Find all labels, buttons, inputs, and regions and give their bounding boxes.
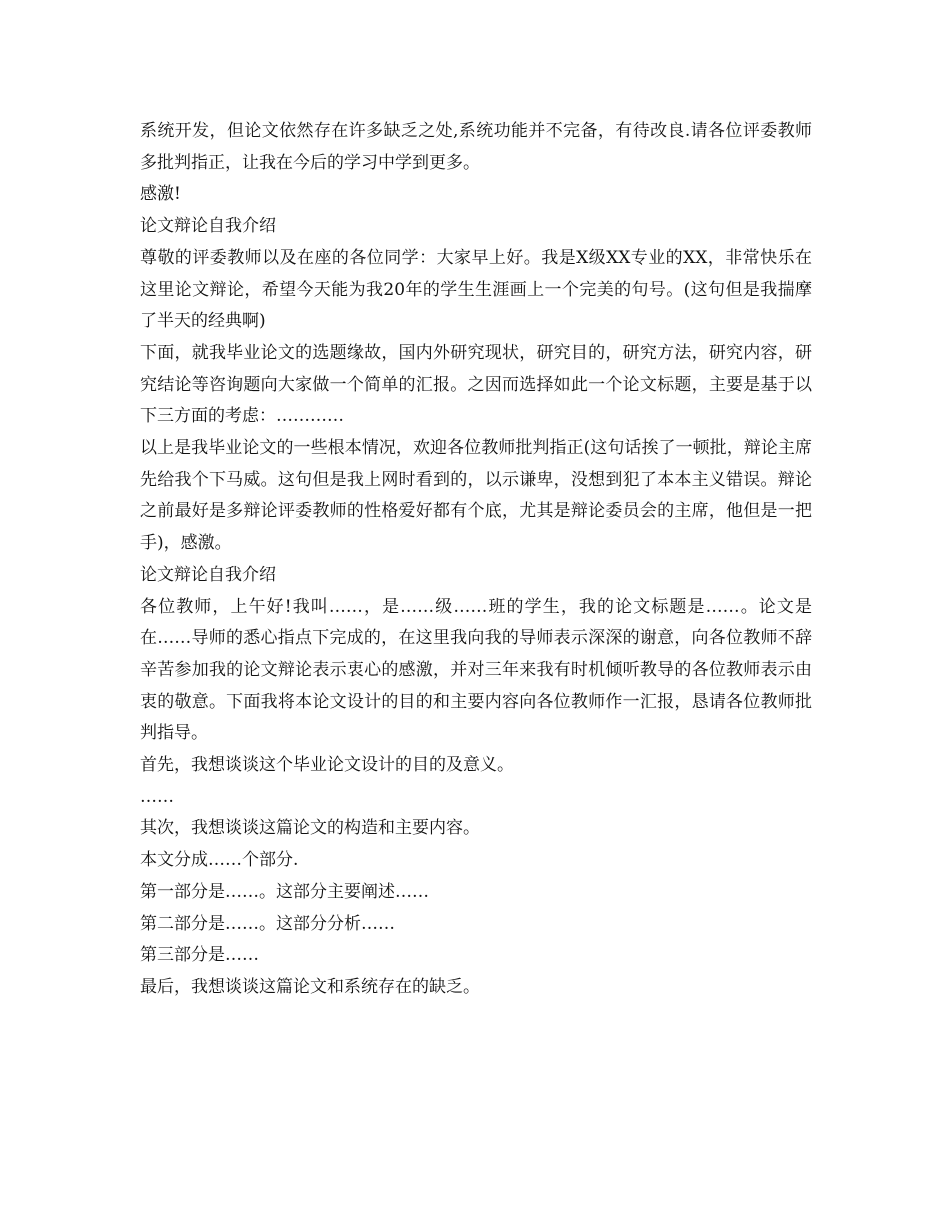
paragraph-parts-count: 本文分成……个部分. [140, 850, 299, 871]
paragraph-intro-continuation: 系统开发，但论文依然存在许多缺乏之处,系统功能并不完备，有待改良.请各位评委教师多批判指正，让我在今后的学习中学到更多。 [140, 121, 812, 173]
document-body [140, 116, 812, 1004]
paragraph-purpose: 首先，我想谈谈这个毕业论文设计的目的及意义。 [140, 755, 514, 776]
paragraph-closing-remarks: 以上是我毕业论文的一些根本情况，欢迎各位教师批判指正(这句话挨了一顿批，辩论主席先给我个下马威。这句但是我上网时看到的，以示谦卑，没想到犯了本本主义错误。辩论之前最好是多辩论评委教师的性格爱好都有个底，尤其是辩论委员会的主席，他但是一把手)，感激。 [140, 438, 812, 554]
paragraph-part-two: 第二部分是……。这部分分析…… [140, 913, 395, 934]
paragraph-thanks: 感激! [140, 184, 181, 205]
paragraph-ellipsis: …… [140, 786, 174, 807]
section-heading-self-intro-2: 论文辩论自我介绍 [140, 564, 276, 585]
paragraph-greeting: 尊敬的评委教师以及在座的各位同学：大家早上好。我是X级XX专业的XX，非常快乐在这里论文辩论，希望今天能为我20年的学生生涯画上一个完美的句号。(这句但是我揣摩了半天的经典啊) [140, 247, 812, 332]
paragraph-part-one: 第一部分是……。这部分主要阐述…… [140, 881, 429, 902]
paragraph-opening: 各位教师，上午好!我叫……，是……级……班的学生，我的论文标题是……。论文是在……导师的悉心指点下完成的，在这里我向我的导师表示深深的谢意，向各位教师不辞辛苦参加我的论文辩论表示衷心的感激，并对三年来我有时机倾听教导的各位教师表示由衷的敬意。下面我将本论文设计的目的和主要内容向各位教师作一汇报，恳请各位教师批判指导。 [140, 596, 812, 744]
paragraph-shortcomings: 最后，我想谈谈这篇论文和系统存在的缺乏。 [140, 976, 480, 997]
section-heading-self-intro-1: 论文辩论自我介绍 [140, 216, 276, 237]
paragraph-structure: 其次，我想谈谈这篇论文的构造和主要内容。 [140, 818, 480, 839]
paragraph-part-three: 第三部分是…… [140, 945, 259, 966]
paragraph-topic-overview: 下面，就我毕业论文的选题缘故，国内外研究现状，研究目的，研究方法，研究内容，研究结论等咨询题向大家做一个简单的汇报。之因而选择如此一个论文标题，主要是基于以下三方面的考虑：………… [140, 342, 812, 427]
